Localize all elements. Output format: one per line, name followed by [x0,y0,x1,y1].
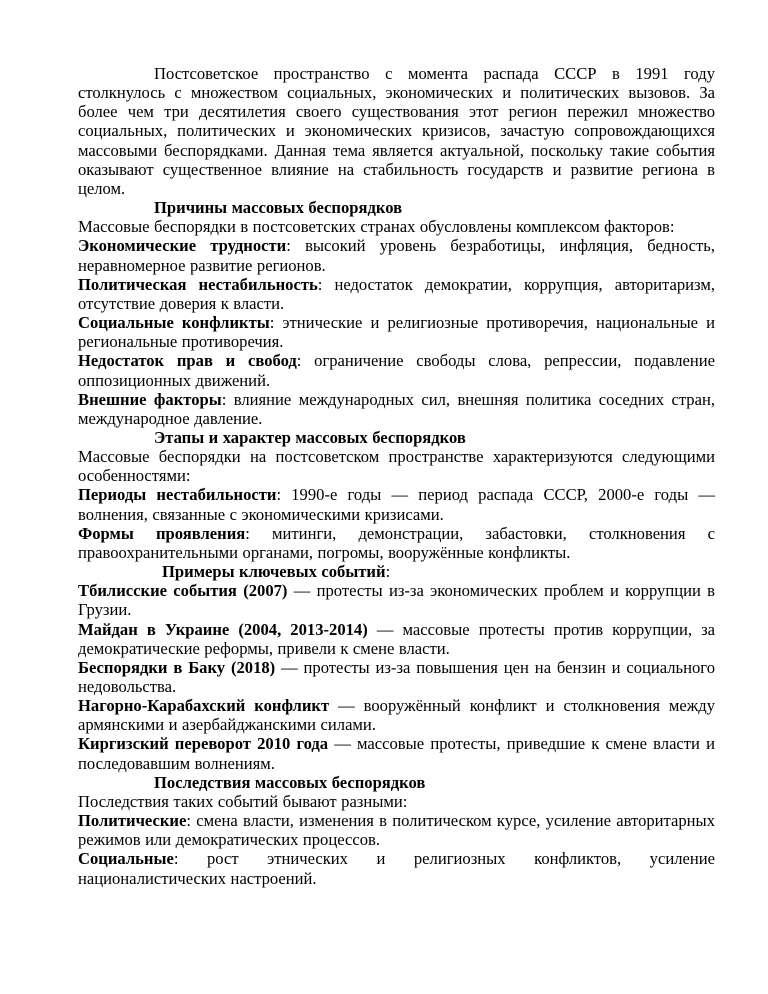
paragraph [78,236,715,274]
paragraph-body-text: : влияние международных сил, внешняя политика соседних стран, международное давление. [78,389,715,428]
section-heading [78,198,715,217]
paragraph [78,581,715,619]
paragraph-body-text: : высокий уровень безработицы, инфляция, бедность, неравномерное развитие регионов. [78,236,715,275]
paragraph-body-text: : рост этнических и религиозных конфликтов, усиление националистических настроений. [78,849,715,888]
section-heading [78,428,715,447]
paragraph-body-text: — вооружённый конфликт и столкновения между армянскими и азербайджанскими силами. [78,696,715,735]
paragraph: Последствия таких событий бывают разными: [78,791,408,811]
paragraph-body-text: — протесты из-за экономических проблем и коррупции в Грузии. [78,581,715,620]
section-heading [78,562,715,581]
paragraph-lead-term: Внешние факторы [78,389,222,409]
section-heading-text: Примеры ключевых событий [162,562,386,582]
paragraph-body-text: : недостаток демократии, коррупция, авторитаризм, отсутствие доверия к власти. [78,274,715,313]
paragraph-lead-term: Формы проявления [78,523,246,543]
paragraph-lead-term: Нагорно-Карабахский конфликт [78,696,330,716]
paragraph-lead-term: Недостаток прав и свобод [78,351,297,371]
document-content [78,64,715,888]
paragraph-body-text: — массовые протесты, приведшие к смене власти и последовавшим волнениям. [78,734,715,773]
paragraph-body-text: : смена власти, изменения в политическом курсе, усиление авторитарных режимов или демократических процессов. [78,811,715,850]
paragraph-lead-term: Тбилисские события (2007) [78,581,288,601]
section-heading-text: Причины массовых беспорядков [154,198,403,218]
paragraph-body-text: — массовые протесты против коррупции, за демократические реформы, привели к смене власти. [78,619,715,658]
paragraph [78,734,715,772]
section-heading [78,773,715,792]
paragraph [78,390,715,428]
paragraph-lead-term: Социальные [78,849,174,869]
paragraph [78,658,715,696]
paragraph-body-text: : митинги, демонстрации, забастовки, столкновения с правоохранительными органами, погромы, вооружённые конфликты. [78,523,716,562]
paragraph [78,351,715,389]
paragraph: Постсоветское пространство с момента распада СССР в 1991 году столкнулось с множеством социальных, экономических и политических вызовов. За более чем три десятилетия своего существования этот регион пережил множество социальных, политических и экономических кризисов, зачастую сопровождающихся массовыми беспорядками. Данная тема является актуальной, поскольку такие события оказывают существенное влияние на стабильность государств и развитие региона в целом. [78,64,715,198]
paragraph [78,849,715,887]
paragraph [78,275,715,313]
paragraph-lead-term: Периоды нестабильности [78,485,277,505]
paragraph [78,620,715,658]
paragraph [78,696,715,734]
section-heading-text: Последствия массовых беспорядков [154,772,426,792]
paragraph-lead-term: Политические [78,811,187,831]
paragraph-body-text: : этнические и религиозные противоречия, национальные и региональные противоречия. [78,313,715,352]
paragraph-body-text: : ограничение свободы слова, репрессии, подавление оппозиционных движений. [78,351,715,390]
paragraph-lead-term: Политическая нестабильность [78,274,318,294]
paragraph [78,524,715,562]
section-heading-text: Этапы и характер массовых беспорядков [154,427,466,447]
paragraph-lead-term: Экономические трудности [78,236,287,256]
paragraph-lead-term: Социальные конфликты [78,313,270,333]
section-heading-suffix: : [385,562,391,582]
paragraph: Массовые беспорядки в постсоветских странах обусловлены комплексом факторов: [78,217,675,237]
paragraph [78,811,715,849]
paragraph-body-text: : 1990-е годы — период распада СССР, 2000-е годы — волнения, связанные с экономическими кризисами. [78,485,716,524]
paragraph-body-text: — протесты из-за повышения цен на бензин и социального недовольства. [78,657,715,696]
paragraph [78,485,715,523]
paragraph-lead-term: Майдан в Украине (2004, 2013-2014) [78,619,368,639]
paragraph-lead-term: Беспорядки в Баку (2018) [78,657,276,677]
paragraph [78,313,715,351]
paragraph: Массовые беспорядки на постсоветском пространстве характеризуются следующими особенностями: [78,447,715,486]
paragraph-lead-term: Киргизский переворот 2010 года [78,734,329,754]
